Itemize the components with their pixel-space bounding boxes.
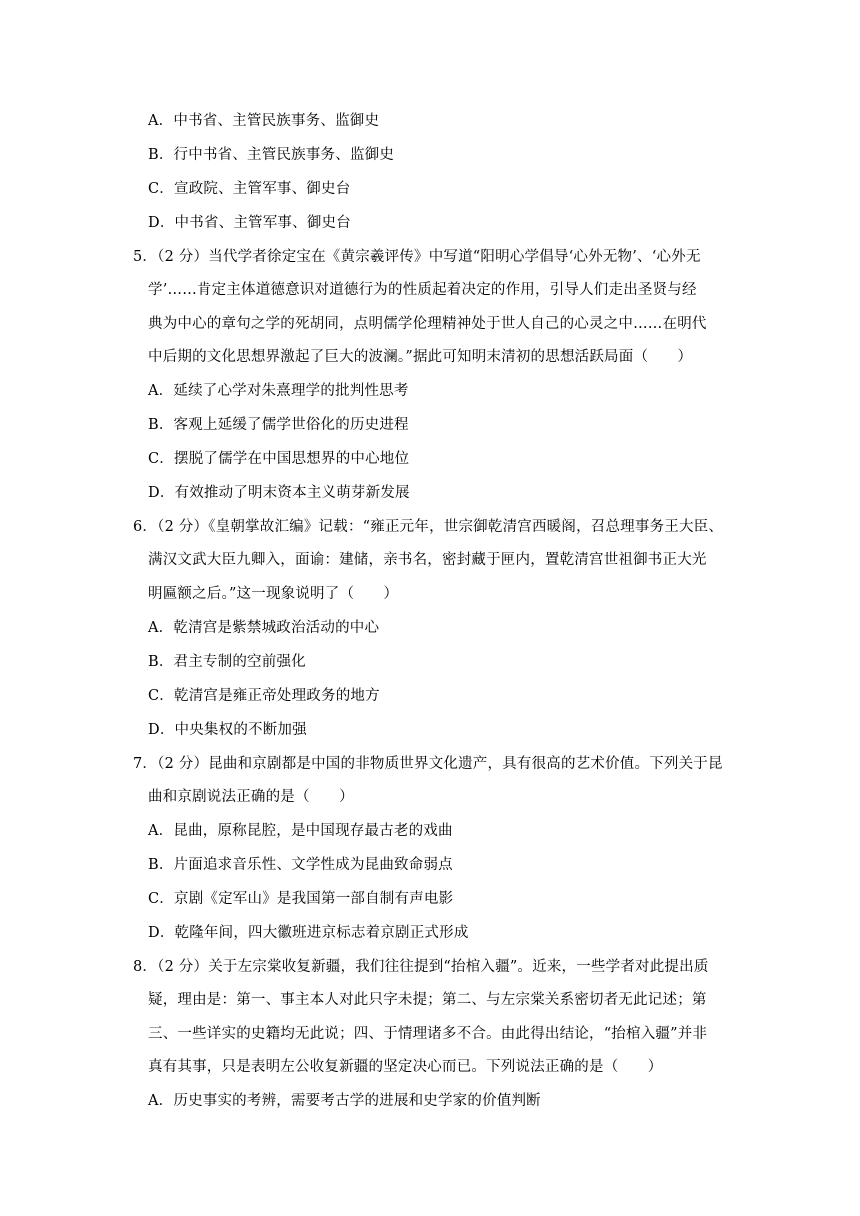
question-6-option-a: A．乾清宫是紫禁城政治活动的中心	[148, 620, 380, 636]
question-5-stem-line-3: 典为中心的章句之学的死胡同，点明儒学伦理精神处于世人自己的心灵之中……在明代	[148, 316, 707, 332]
question-5-option-b: B．客观上延缓了儒学世俗化的历史进程	[148, 417, 409, 433]
prev-option-c: C．宣政院、主管军事、御史台	[148, 181, 351, 197]
prev-option-a: A．中书省、主管民族事务、监御史	[148, 113, 380, 129]
question-8-stem-line-1: 8．（2 分）关于左宗棠收复新疆，我们往往提到“抬棺入疆”。近来，一些学者对此提出质	[133, 959, 709, 975]
question-6-option-d: D．中央集权的不断加强	[148, 722, 307, 738]
prev-option-d: D．中书省、主管军事、御史台	[148, 215, 351, 231]
question-5-option-c: C．摆脱了儒学在中国思想界的中心地位	[148, 451, 410, 467]
question-7-stem-line-2: 曲和京剧说法正确的是（ ）	[148, 789, 354, 805]
question-5-stem-line-4: 中后期的文化思想界激起了巨大的波澜。”据此可知明末清初的思想活跃局面（ ）	[148, 349, 693, 365]
question-6-option-b: B．君主专制的空前强化	[148, 654, 306, 670]
question-5-option-d: D．有效推动了明末资本主义萌芽新发展	[148, 485, 410, 501]
question-6-stem-line-1: 6．（2 分）《皇朝掌故汇编》记载：“雍正元年，世宗御乾清宫西暖阁，召总理事务王大臣、	[133, 519, 724, 535]
question-7-option-a: A．昆曲，原称昆腔，是中国现存最古老的戏曲	[148, 823, 453, 839]
question-5-stem-line-1: 5．（2 分）当代学者徐定宝在《黄宗羲评传》中写道“阳明心学倡导‘心外无物’、‘心外无	[133, 249, 701, 265]
question-7-option-d: D．乾隆年间，四大徽班进京标志着京剧正式形成	[148, 925, 469, 941]
question-8-stem-line-2: 疑，理由是：第一、事主本人对此只字未提；第二、与左宗棠关系密切者无此记述；第	[148, 992, 707, 1008]
question-8-option-a: A．历史事实的考辨，需要考古学的进展和史学家的价值判断	[148, 1093, 541, 1109]
question-5-stem-line-2: 学’……肯定主体道德意识对道德行为的性质起着决定的作用，引导人们走出圣贤与经	[148, 282, 697, 298]
question-8-stem-line-3: 三、一些详实的史籍均无此说；四、于情理诸多不合。由此得出结论，“抬棺入疆”并非	[148, 1026, 708, 1042]
question-7-stem-line-1: 7．（2 分）昆曲和京剧都是中国的非物质世界文化遗产，具有很高的艺术价值。下列关于昆	[133, 756, 723, 772]
question-6-stem-line-2: 满汉文武大臣九卿入，面谕：建储，亲书名，密封藏于匣内，置乾清宫世祖御书正大光	[148, 552, 707, 568]
question-8-stem-line-4: 真有其事，只是表明左公收复新疆的坚定决心而已。下列说法正确的是（ ）	[148, 1059, 663, 1075]
prev-option-b: B．行中书省、主管民族事务、监御史	[148, 147, 395, 163]
question-7-option-b: B．片面追求音乐性、文学性成为昆曲致命弱点	[148, 857, 453, 873]
question-7-option-c: C．京剧《定军山》是我国第一部自制有声电影	[148, 891, 454, 907]
question-6-stem-line-3: 明匾额之后。”这一现象说明了（ ）	[148, 586, 399, 602]
question-6-option-c: C．乾清宫是雍正帝处理政务的地方	[148, 688, 380, 704]
question-5-option-a: A．延续了心学对朱熹理学的批判性思考	[148, 383, 409, 399]
